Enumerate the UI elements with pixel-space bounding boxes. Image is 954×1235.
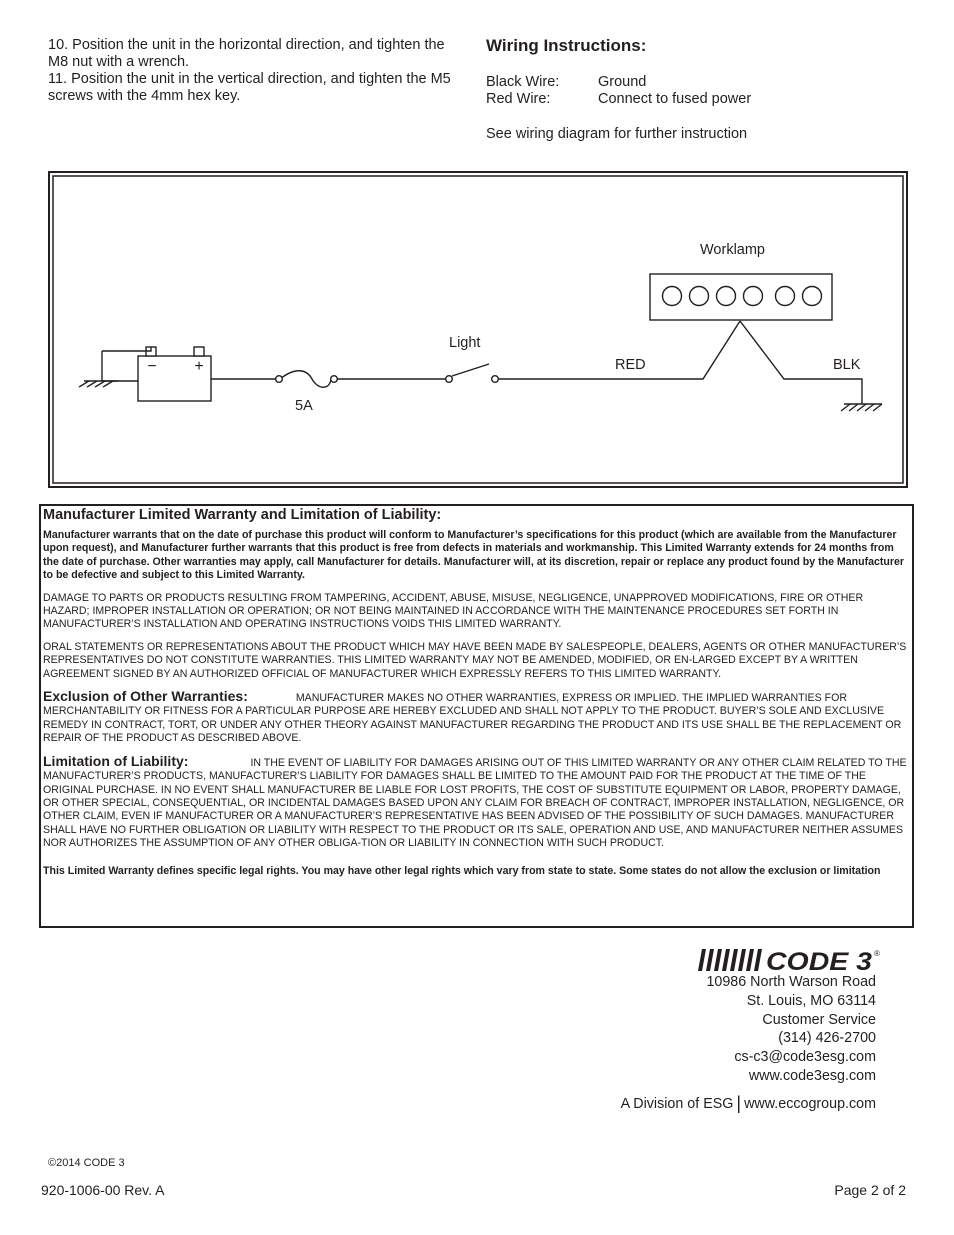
fuse-terminal-left (276, 376, 283, 383)
document-number: 920-1006-00 Rev. A (41, 1182, 165, 1198)
fuse-rating-label: 5A (295, 398, 313, 414)
wiring-diagram (48, 171, 908, 488)
wire-name: Black Wire: (486, 74, 560, 90)
phone-number: (314) 426-2700 (778, 1030, 876, 1047)
page-number: Page 2 of 2 (834, 1182, 906, 1198)
battery-plus-sign: + (194, 358, 204, 375)
switch-lever-icon (452, 364, 489, 376)
division-separator: | (736, 1093, 742, 1113)
battery-minus-sign: − (147, 358, 157, 375)
warranty-title: Manufacturer Limited Warranty and Limitation of Liability: (43, 507, 442, 523)
fuse-terminal-right (331, 376, 338, 383)
logo-stripes-icon (698, 949, 762, 971)
wiring-note: See wiring diagram for further instruction (486, 126, 748, 142)
lamp-ground-icon (841, 404, 882, 411)
warranty-final: This Limited Warranty defines specific legal rights. You may have other legal rights which vary from state to state. Some states do not allow the exclusion or limitation (43, 864, 881, 877)
worklamp-label: Worklamp (700, 242, 765, 258)
fuse-icon (280, 371, 331, 388)
wire-connection: Connect to fused power (598, 91, 752, 107)
step-10: 10. Position the unit in the horizontal direction, and tighten the M8 nut with a wrench. (48, 37, 445, 70)
exclusion-text: MANUFACTURER MAKES NO OTHER WARRANTIES, EXPRESS OR IMPLIED. THE IMPLIED WARRANTIES FOR MERCHANTABILITY OR FITNESS FOR A PARTICULAR PURPOSE ARE HEREBY EXCLUDED AND SHALL NOT APPLY TO THE PRODUCT. BUYER’S SOLE AND EXCLUSIVE REMEDY IN CONTRACT, TORT, OR UNDER ANY OTHER THEORY AGAINST MANUFACTURER REGARDING THE PRODUCT AND ITS USE SHALL BE THE REPLACEMENT OR REPAIR OF THE PRODUCT AS DESCRIBED ABOVE. (43, 692, 902, 745)
switch-terminal-right (492, 376, 499, 383)
logo-registered-mark: ® (874, 949, 880, 958)
wiring-row-black (486, 74, 906, 91)
exclusion-section (43, 690, 910, 746)
red-wire-label: RED (615, 357, 646, 373)
code3-logo (696, 947, 882, 973)
customer-service-label: Customer Service (762, 1011, 876, 1028)
copyright: ©2014 CODE 3 (48, 1157, 125, 1169)
step-11: 11. Position the unit in the vertical direction, and tighten the M5 screws with the 4mm hex key. (48, 71, 451, 104)
wiring-row-red (486, 91, 906, 108)
switch-terminal-left (446, 376, 453, 383)
email-address: cs-c3@code3esg.com (734, 1049, 876, 1066)
light-label: Light (449, 335, 481, 351)
warranty-box (39, 504, 914, 928)
limitation-title: Limitation of Liability: (43, 752, 189, 769)
warranty-para-1: Manufacturer warrants that on the date of purchase this product will conform to Manufacturer’s specifications for this product (which are available from the Manufacturer upon request), and Manufacturer further warrants that this product is free from defects in materials and workmanship. This Limited Warranty extends for 24 months from the date of purchase. Other warranties may apply, call Manufacturer for details. Manufacturer will, at its discretion, repair or replace any product found by the Manufacturer to be defective and subject to this Limited Warranty. (43, 529, 905, 582)
diagram-outer-border (49, 172, 907, 487)
website: www.code3esg.com (748, 1067, 876, 1084)
limitation-text: IN THE EVENT OF LIABILITY FOR DAMAGES ARISING OUT OF THIS LIMITED WARRANTY OR ANY OTHER CLAIM RELATED TO THE MANUFACTURER’S PRODUCTS, MANUFACTURER’S LIABILITY FOR DAMAGES SHALL BE LIMITED TO THE AMOUNT PAID FOR THE PRODUCT AT THE TIME OF THE ORIGINAL PURCHASE. IN NO EVENT SHALL MANUFACTURER BE LIABLE FOR LOST PROFITS, THE COST OF SUBSTITUTE EQUIPMENT OR LABOR, PROPERTY DAMAGE, OR OTHER SPECIAL, CONSEQUENTIAL, OR INCIDENTAL DAMAGES BASED UPON ANY CLAIM FOR BREACH OF CONTRACT, IMPROPER INSTALLATION, NEGLIGENCE, OR OTHER CLAIM, EVEN IF MANUFACTURER OR A MANUFACTURER’S REPRESENTATIVE HAS BEEN ADVISED OF THE POSSIBILITY OF SUCH DAMAGES. MANUFACTURER SHALL HAVE NO FURTHER OBLIGATION OR LIABILITY WITH RESPECT TO THE PRODUCT OR ITS SALE, OPERATION AND USE, AND MANUFACTURER NEITHER ASSUMES NOR AUTHORIZES THE ASSUMPTION OF ANY OTHER OBLIGA-TION OR LIABILITY IN CONNECTION WITH SUCH PRODUCT. (43, 756, 907, 850)
contact-address (706, 973, 876, 1086)
wire-name: Red Wire: (486, 91, 551, 107)
warranty-para-3: ORAL STATEMENTS OR REPRESENTATIONS ABOUT THE PRODUCT WHICH MAY HAVE BEEN MADE BY SALESPEOPLE, DEALERS, AGENTS OR OTHER MANUFACTURER’S REPRESENTATIVES DO NOT CONSTITUTE WARRANTIES. THIS LIMITED WARRANTY MAY NOT BE AMENDED, MODIFIED, OR EN-LARGED EXCEPT BY A WRITTEN AGREEMENT SIGNED BY AN AUTHORIZED OFFICIAL OF MANUFACTURER WHICH EXPRESSLY REFERS TO THIS LIMITED WARRANTY. (43, 640, 907, 680)
limitation-section (43, 752, 910, 851)
address-city: St. Louis, MO 63114 (746, 992, 876, 1009)
logo-text: CODE 3 (766, 948, 873, 973)
exclusion-title: Exclusion of Other Warranties: (43, 688, 248, 705)
blk-wire-label: BLK (833, 357, 861, 373)
division-text: A Division of ESG (620, 1096, 734, 1112)
worklamp-icon (650, 274, 832, 320)
wiring-instructions (486, 36, 906, 142)
installation-steps (48, 37, 468, 105)
wiring-title: Wiring Instructions: (486, 36, 647, 55)
division-website: www.eccogroup.com (744, 1096, 876, 1112)
diagram-inner-border (53, 176, 903, 483)
address-street: 10986 North Warson Road (706, 974, 876, 990)
warranty-para-2: DAMAGE TO PARTS OR PRODUCTS RESULTING FROM TAMPERING, ACCIDENT, ABUSE, MISUSE, NEGLIGENCE, UNAPPROVED MODIFICATIONS, FIRE OR OTHER HAZARD; IMPROPER INSTALLATION OR OPERATION; OR NOT BEING MAINTAINED IN ACCORDANCE WITH THE MAINTENANCE PROCEDURES SET FORTH IN MANUFACTURER’S INSTALLATION AND OPERATING INSTRUCTIONS VOIDS THIS LIMITED WARRANTY. (43, 591, 864, 631)
division-line (621, 1093, 876, 1114)
wire-connection: Ground (598, 74, 647, 90)
